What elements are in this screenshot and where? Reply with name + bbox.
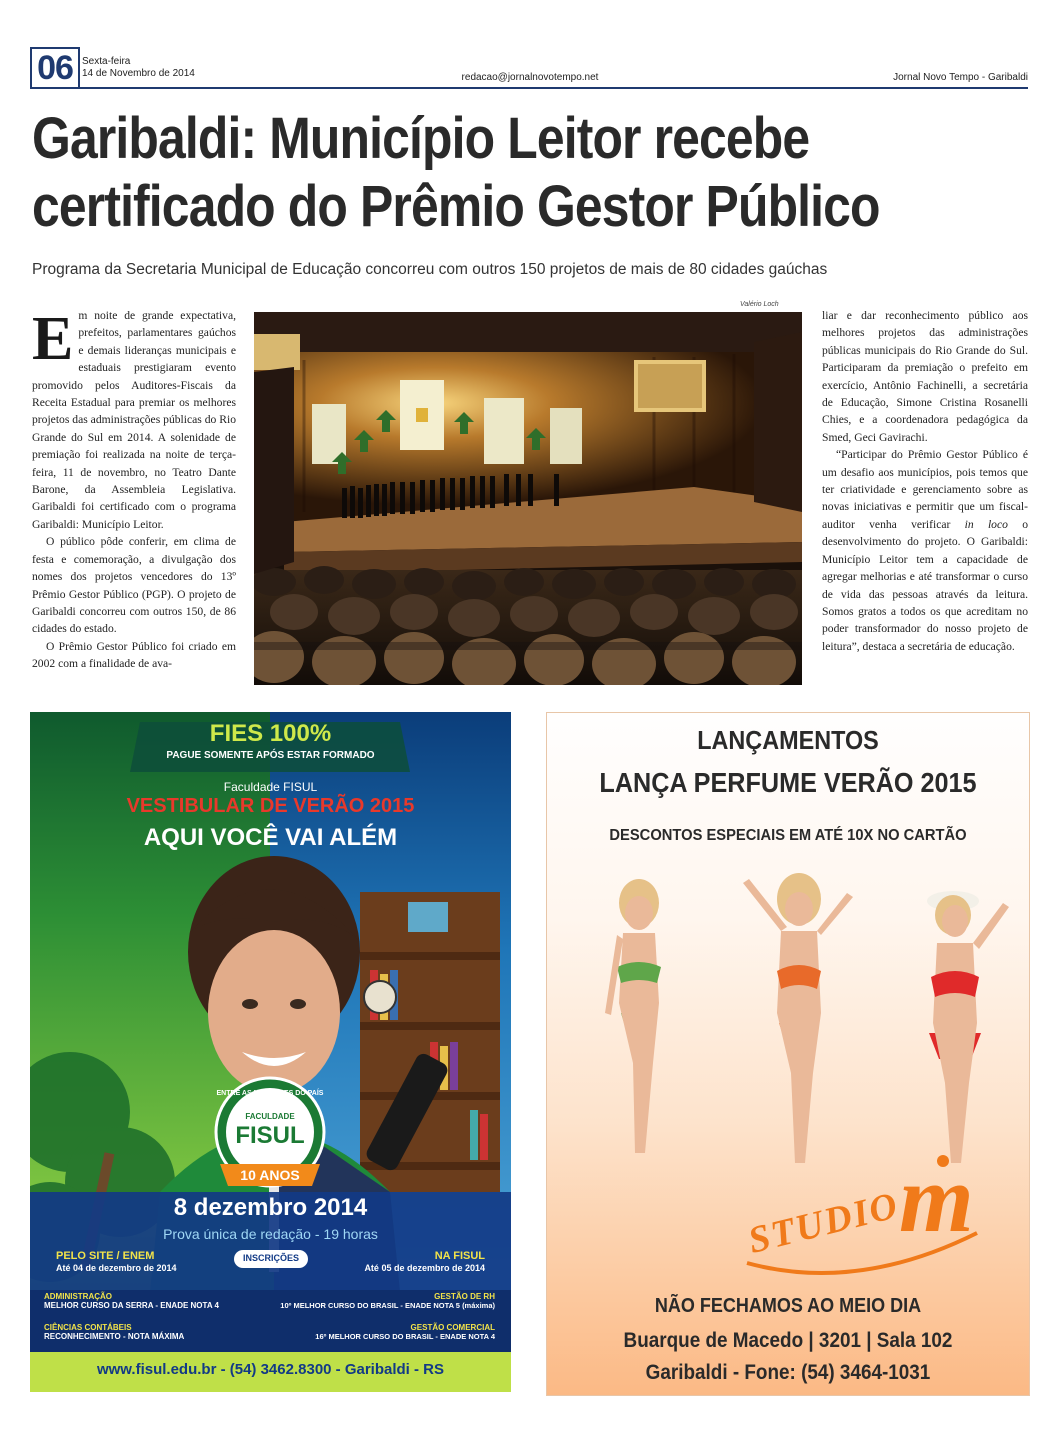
article-paragraph: liar e dar reconhecimento público aos melhores projetos das administrações públicas municipais do Rio Grande do Sul. Participaram da premiação o prefeito em exercício, Antônio Fachinelli, a secretária de Educação, Simone Cristina Rosanelli Chies, e a coordenadora pedagógica da Smed, Geci Gavirachi. [822, 309, 1028, 444]
article-subhead: Programa da Secretaria Municipal de Educação concorreu com outros 150 projetos de mais de 80 cidades gaúchas [32, 261, 828, 278]
ad-phone: Garibaldi - Fone: (54) 3464-1031 [645, 1361, 931, 1384]
page-number: 06 [30, 47, 80, 89]
fies-subtitle: PAGUE SOMENTE APÓS ESTAR FORMADO [166, 750, 375, 761]
inscricoes-badge: INSCRIÇÕES [242, 1253, 299, 1263]
ceremony-photo [254, 312, 802, 685]
local-date: Até 05 de dezembro de 2014 [364, 1263, 485, 1273]
header-email: redacao@jornalnovotempo.net [461, 72, 599, 83]
course-title: ADMINISTRAÇÃO [44, 1292, 112, 1301]
ad-line-4: NÃO FECHAMOS AO MEIO DIA [654, 1295, 922, 1317]
seal-faculdade: FACULDADE [245, 1112, 295, 1121]
seal-top-text: ENTRE AS MELHORES DO PAÍS [216, 1090, 324, 1097]
exam-note: Prova única de redação - 19 horas [163, 1226, 378, 1242]
headline-line-2: certificado do Prêmio Gestor Público [32, 174, 880, 239]
site-enem-date: Até 04 de dezembro de 2014 [56, 1263, 177, 1273]
article-paragraph: O público pôde conferir, em clima de festa e comemoração, a divulgação dos nomes dos projetos vencedores do 13º Prêmio Gestor Público (PGP). O projeto de Garibaldi concorreu com outros 150, de 86 cidades do estado. [32, 535, 236, 636]
ad-line-1: LANÇAMENTOS [697, 725, 879, 755]
models-illustration [547, 873, 1029, 1173]
course-title: GESTÃO DE RH [434, 1292, 495, 1301]
course-text: MELHOR CURSO DA SERRA - ENADE NOTA 4 [44, 1301, 219, 1310]
ad-address: Buarque de Macedo | 3201 | Sala 102 [623, 1329, 953, 1352]
course-title: CIÊNCIAS CONTÁBEIS [44, 1323, 132, 1332]
photo-credit: Valério Loch [740, 301, 779, 308]
local-title: NA FISUL [434, 1250, 485, 1262]
header-paper-name: Jornal Novo Tempo - Garibaldi [893, 72, 1028, 83]
seal-name: FISUL [235, 1122, 305, 1149]
seal-years: 10 ANOS [240, 1167, 300, 1183]
fisul-footer: www.fisul.edu.br - (54) 3462.8300 - Garibaldi - RS [96, 1361, 445, 1378]
course-title: GESTÃO COMERCIAL [410, 1323, 495, 1332]
course-text: RECONHECIMENTO - NOTA MÁXIMA [44, 1332, 185, 1341]
header-rule [30, 87, 1028, 89]
article-paragraph: “Participar do Prêmio Gestor Público é um desafio aos municípios, pois temos que ter criatividade e gerenciamento sobre as novas iniciativas e permitir que um fiscal-auditor venha verificar in loco o desenvolvimento do projeto. O Garibaldi: Município Leitor tem a capacidade de agregar melhorias e até transformar o curso de vida das pessoas através da leitura. Somos gratos a todos os que acreditam no poder transformador do nosso projeto de leitura”, destaca a secretária de educação. [822, 448, 1028, 653]
header-full-date: 14 de Novembro de 2014 [82, 68, 195, 79]
fisul-advertisement [30, 712, 511, 1392]
header-date [82, 56, 195, 80]
studio-logo-text: STUDIO [744, 1184, 904, 1262]
slogan: AQUI VOCÊ VAI ALÉM [143, 824, 398, 851]
headline-line-1: Garibaldi: Município Leitor recebe [32, 106, 810, 171]
article-headline [32, 105, 883, 241]
article-paragraph: Em noite de grande expectativa, prefeitos, parlamentares gaúchos e demais lideranças municipais e estaduais prestigiaram evento promovido pelos Auditores-Fiscais da Receita Estadual para premiar os melhores projetos das administrações públicas do Rio Grande do Sul em 2014. A solenidade de premiação foi realizada na noite de terça-feira, 11 de novembro, no Teatro Dante Barone, da Assembleia Legislativa. Garibaldi foi certificado com o programa Garibaldi: Município Leitor. [32, 305, 236, 531]
article-column-left [32, 307, 236, 673]
vestibular-title: VESTIBULAR DE VERÃO 2015 [126, 795, 415, 817]
drop-cap: E [32, 305, 74, 373]
exam-date: 8 dezembro 2014 [173, 1194, 368, 1221]
studio-m-advertisement [546, 712, 1030, 1396]
course-text: 10º MELHOR CURSO DO BRASIL - ENADE NOTA 5 (máxima) [280, 1301, 495, 1310]
header-weekday: Sexta-feira [82, 56, 131, 67]
article-paragraph: O Prêmio Gestor Público foi criado em 2002 com a finalidade de ava- [32, 639, 236, 671]
studio-logo-letter: m [899, 1145, 974, 1252]
fies-title: FIES 100% [209, 720, 332, 747]
school-name: Faculdade FISUL [223, 780, 318, 794]
article-column-right [822, 307, 1028, 655]
course-text: 16º MELHOR CURSO DO BRASIL - ENADE NOTA 4 [315, 1332, 495, 1341]
ad-line-2: LANÇA PERFUME VERÃO 2015 [599, 767, 977, 798]
site-enem-title: PELO SITE / ENEM [56, 1250, 155, 1262]
ad-line-3: DESCONTOS ESPECIAIS EM ATÉ 10X NO CARTÃO [609, 827, 967, 844]
